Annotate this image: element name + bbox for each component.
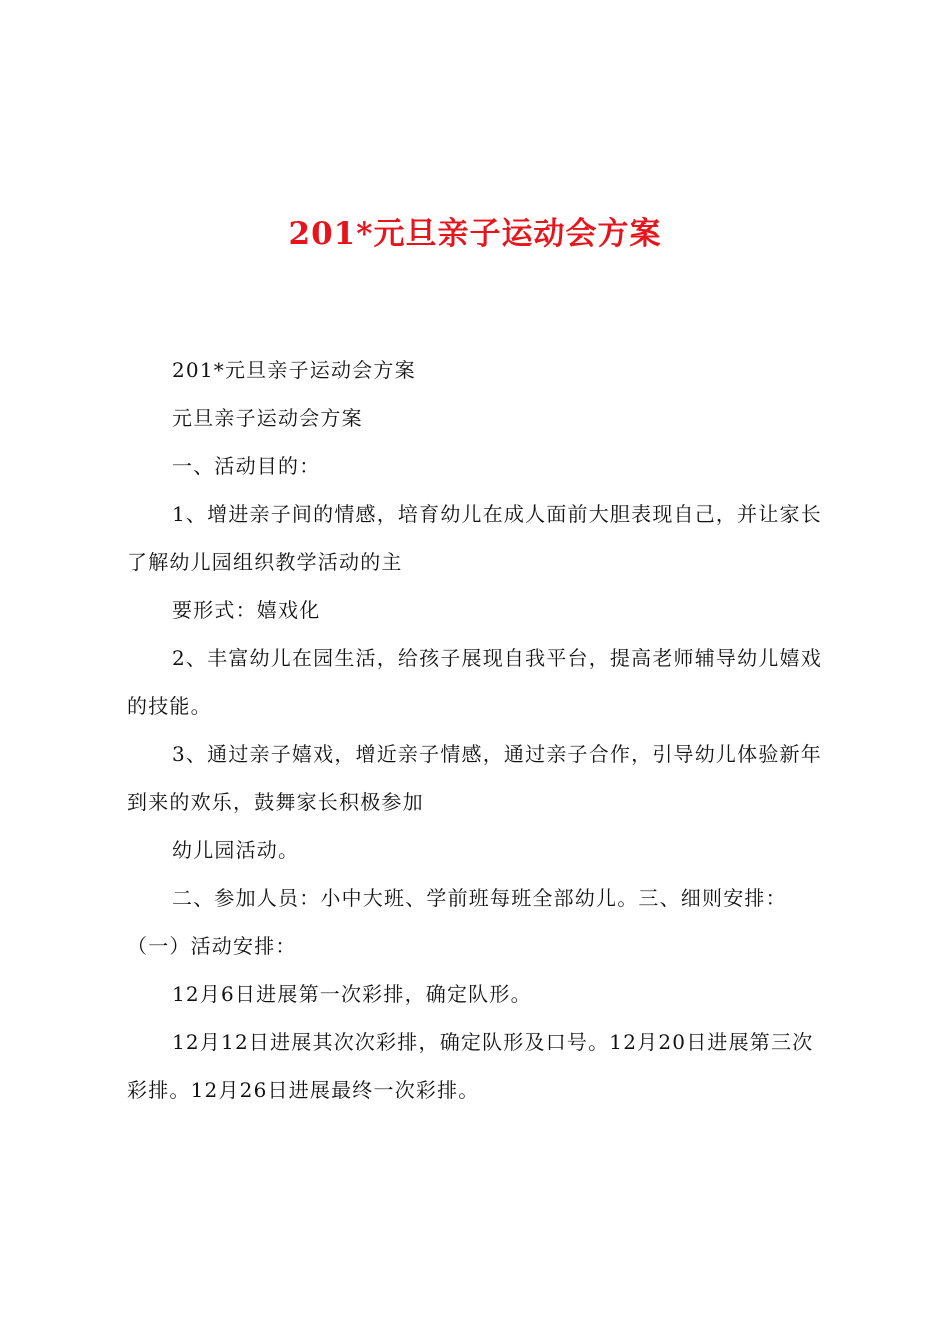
paragraph-purpose-1-cont: 要形式：嬉戏化 <box>172 598 321 622</box>
paragraph-participants: 二、参加人员：小中大班、学前班每班全部幼儿。三、细则安排： <box>172 886 787 910</box>
section-heading-schedule: （一）活动安排： <box>127 934 297 958</box>
paragraph-purpose-2: 2、丰富幼儿在园生活，给孩子展现自我平台，提高老师辅导幼儿嬉戏的技能。 <box>127 646 822 718</box>
paragraph-purpose-3: 3、通过亲子嬉戏，增近亲子情感，通过亲子合作，引导幼儿体验新年到来的欢乐，鼓舞家长积极参加 <box>127 742 822 814</box>
paragraph-schedule-1: 12月6日进展第一次彩排，确定队形。 <box>172 982 532 1006</box>
document-body <box>127 346 833 1114</box>
paragraph-subtitle: 201*元旦亲子运动会方案 <box>172 358 416 382</box>
paragraph-schedule-2: 12月12日进展其次次彩排，确定队形及口号。12月20日进展第三次彩排。12月26日进展最终一次彩排。 <box>127 1030 814 1102</box>
document-title: 201*元旦亲子运动会方案 <box>288 216 662 252</box>
paragraph-heading: 元旦亲子运动会方案 <box>172 406 363 430</box>
paragraph-purpose-3-cont: 幼儿园活动。 <box>172 838 300 862</box>
section-heading-purpose: 一、活动目的： <box>172 454 321 478</box>
paragraph-purpose-1: 1、增进亲子间的情感，培育幼儿在成人面前大胆表现自己，并让家长了解幼儿园组织教学活动的主 <box>127 502 822 574</box>
